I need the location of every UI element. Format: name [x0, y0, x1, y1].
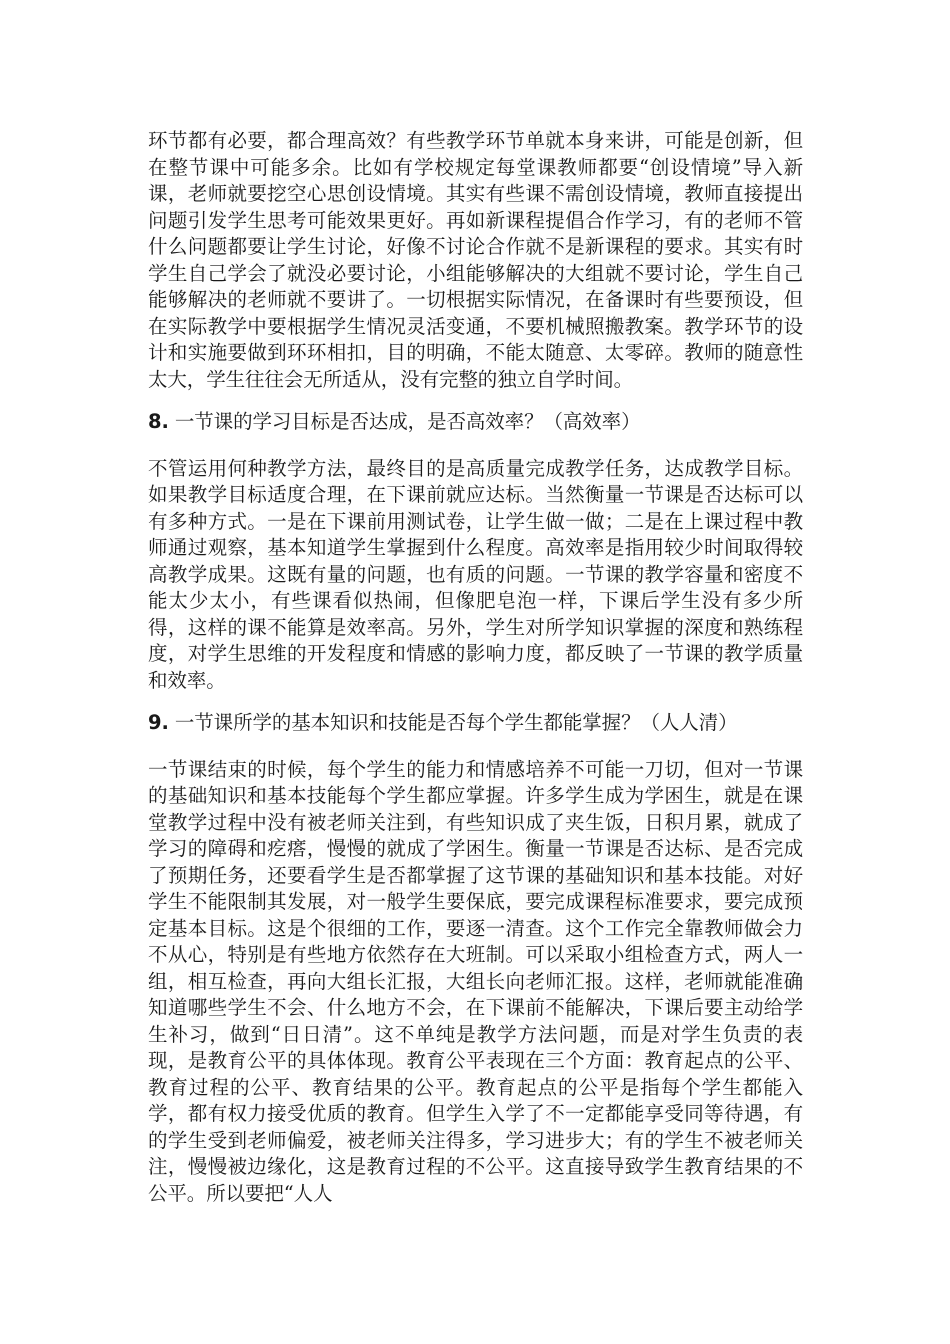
section-number: 9. — [148, 711, 169, 734]
section-heading-8 — [148, 409, 803, 436]
body-paragraph: 环节都有必要，都合理高效？有些教学环节单就本身来讲，可能是创新，但在整节课中可能多余。比如有学校规定每堂课教师都要“创设情境”导入新课，老师就要挖空心思创设情境。其实有些课不需创设情境，教师直接提出问题引发学生思考可能效果更好。再如新课程提倡合作学习，有的老师不管什么问题都要让学生讨论，好像不讨论合作就不是新课程的要求。其实有时学生自己学会了就没必要讨论，小组能够解决的大组就不要讨论，学生自己能够解决的老师就不要讲了。一切根据实际情况，在备课时有些要预设，但在实际教学中要根据学生情况灵活变通，不要机械照搬教案。教学环节的设计和实施要做到环环相扣，目的明确，不能太随意、太零碎。教师的随意性太大，学生往往会无所适从，没有完整的独立自学时间。 — [148, 129, 803, 391]
document-page — [148, 128, 803, 1207]
spacer — [148, 436, 803, 456]
section-number: 8. — [148, 410, 169, 433]
body-paragraph: 一节课结束的时候，每个学生的能力和情感培养不可能一刀切，但对一节课的基础知识和基本技能每个学生都应掌握。许多学生成为学困生，就是在课堂教学过程中没有被老师关注到，有些知识成了夹生饭，日积月累，就成了学习的障碍和疙瘩，慢慢的就成了学困生。衡量一节课是否达标、是否完成了预期任务，还要看学生是否都掌握了这节课的基础知识和基本技能。对好学生不能限制其发展，对一般学生要保底，要完成课程标准要求，要完成预定基本目标。这是个很细的工作，要逐一清查。这个工作完全靠教师做会力不从心，特别是有些地方依然存在大班制。可以采取小组检查方式，两人一组，相互检查，再向大组长汇报，大组长向老师汇报。这样，老师就能准确知道哪些学生不会、什么地方不会，在下课前不能解决，下课后要主动给学生补习，做到“日日清”。这不单纯是教学方法问题，而是对学生负责的表现，是教育公平的具体体现。教育公平表现在三个方面：教育起点的公平、教育过程的公平、教育结果的公平。教育起点的公平是指每个学生都能入学，都有权力接受优质的教育。但学生入学了不一定都能享受同等待遇，有的学生受到老师偏爱，被老师关注得多，学习进步大；有的学生不被老师关注，慢慢被边缘化，这是教育过程的不公平。这直接导致学生教育结果的不公平。所以要把“人人 — [148, 757, 803, 1205]
section-heading-9 — [148, 710, 803, 737]
spacer — [148, 737, 803, 757]
spacer — [148, 694, 803, 710]
body-paragraph: 不管运用何种教学方法，最终目的是高质量完成教学任务，达成教学目标。如果教学目标适度合理，在下课前就应达标。当然衡量一节课是否达标可以有多种方式。一是在下课前用测试卷，让学生做一做；二是在上课过程中教师通过观察，基本知道学生掌握到什么程度。高效率是指用较少时间取得较高教学成果。这既有量的问题，也有质的问题。一节课的教学容量和密度不能太少太小，有些课看似热闹，但像肥皂泡一样，下课后学生没有多少所得，这样的课不能算是效率高。另外，学生对所学知识掌握的深度和熟练程度，对学生思维的开发程度和情感的影响力度，都反映了一节课的教学质量和效率。 — [148, 456, 803, 692]
spacer — [148, 393, 803, 409]
section-title: 一节课的学习目标是否达成，是否高效率？（高效率） — [168, 410, 641, 433]
section-title: 一节课所学的基本知识和技能是否每个学生都能掌握？（人人清） — [168, 711, 738, 734]
